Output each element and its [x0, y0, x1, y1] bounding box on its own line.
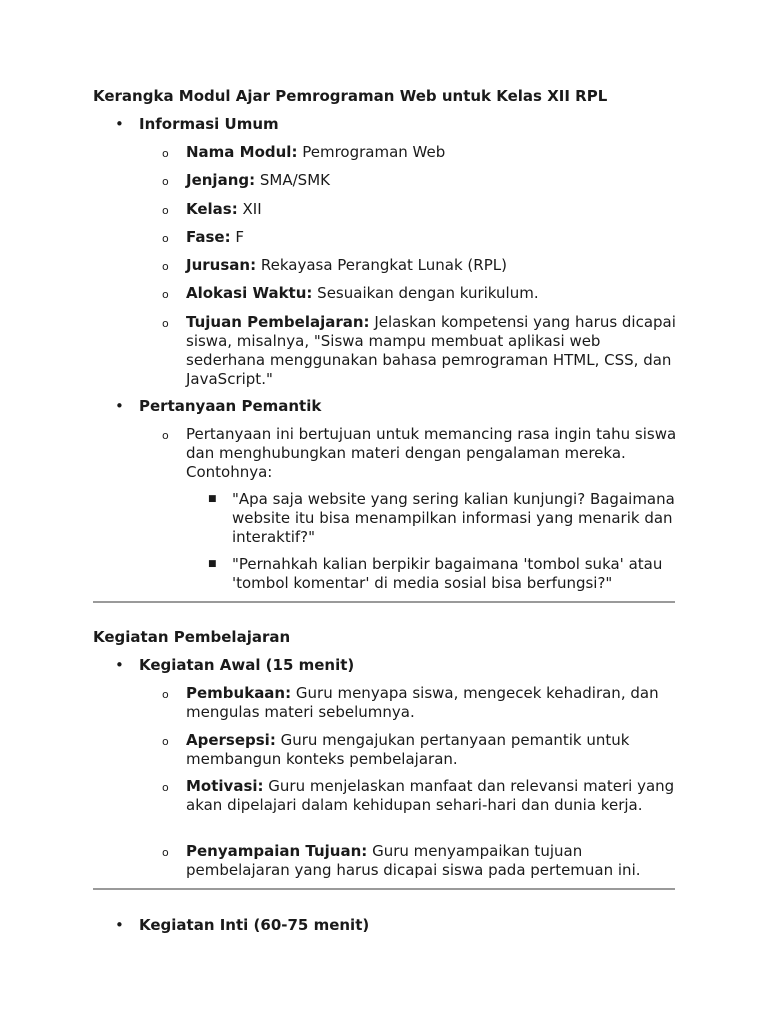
section-heading: Informasi Umum: [139, 115, 279, 133]
item-value: Guru menjelaskan manfaat dan relevansi materi yang akan dipelajari dalam kehidupan sehari-hari dan dunia kerja.: [186, 777, 675, 814]
square-bullet-icon: ■: [208, 494, 217, 504]
circle-bullet-icon: o: [162, 317, 169, 330]
item-value: Guru menyapa siswa, mengecek kehadiran, dan mengulas materi sebelumnya.: [186, 684, 659, 721]
item-label: Apersepsi:: [186, 731, 276, 749]
list-item: [162, 842, 678, 880]
circle-bullet-icon: o: [162, 175, 169, 188]
item-value: Guru menyampaikan tujuan pembelajaran yang harus dicapai siswa pada pertemuan ini.: [186, 842, 641, 879]
section-heading: Kegiatan Awal (15 menit): [139, 656, 355, 674]
section-kegiatan-awal: [115, 656, 355, 675]
section-heading: Pertanyaan Pemantik: [139, 397, 322, 415]
list-item: [162, 731, 678, 769]
circle-bullet-icon: o: [162, 846, 169, 859]
item-label: Pembukaan:: [186, 684, 292, 702]
list-item: [162, 313, 678, 389]
item-label: Motivasi:: [186, 777, 264, 795]
item-value: XII: [237, 200, 262, 218]
circle-bullet-icon: o: [162, 735, 169, 748]
item-label: Alokasi Waktu:: [186, 284, 313, 302]
item-value: Jelaskan kompetensi yang harus dicapai siswa, misalnya, "Siswa mampu membuat aplikasi web sederhana menggunakan bahasa pemrograman HTML, CSS, dan JavaScript.": [186, 313, 676, 388]
document-title: Kerangka Modul Ajar Pemrograman Web untuk Kelas XII RPL: [93, 87, 608, 105]
list-item: [208, 490, 678, 547]
item-label: Penyampaian Tujuan:: [186, 842, 368, 860]
list-item: [162, 143, 678, 162]
item-value: SMA/SMK: [255, 171, 330, 189]
list-item: [162, 171, 678, 190]
circle-bullet-icon: o: [162, 688, 169, 701]
item-label: Jurusan:: [186, 256, 257, 274]
item-value: Rekayasa Perangkat Lunak (RPL): [256, 256, 507, 274]
bullet-icon: •: [115, 397, 124, 415]
list-item: [208, 555, 678, 593]
circle-bullet-icon: o: [162, 781, 169, 794]
square-bullet-icon: ■: [208, 559, 217, 569]
list-item: [162, 284, 678, 303]
list-item: [162, 425, 678, 482]
list-item: [162, 684, 678, 722]
item-value: Sesuaikan dengan kurikulum.: [312, 284, 539, 302]
section-kegiatan-inti: [115, 916, 370, 935]
circle-bullet-icon: o: [162, 288, 169, 301]
item-value: Guru mengajukan pertanyaan pemantik untuk membangun konteks pembelajaran.: [186, 731, 630, 768]
item-label: Jenjang:: [186, 171, 256, 189]
circle-bullet-icon: o: [162, 429, 169, 442]
bullet-icon: •: [115, 916, 124, 934]
item-value: Pemrograman Web: [297, 143, 446, 161]
section-pertanyaan-pemantik: [115, 397, 322, 416]
item-text: "Apa saja website yang sering kalian kunjungi? Bagaimana website itu bisa menampilkan informasi yang menarik dan interaktif?": [232, 490, 675, 546]
section-informasi-umum: [115, 115, 279, 134]
bullet-icon: •: [115, 115, 124, 133]
circle-bullet-icon: o: [162, 260, 169, 273]
circle-bullet-icon: o: [162, 147, 169, 160]
item-value: F: [230, 228, 244, 246]
bullet-icon: •: [115, 656, 124, 674]
horizontal-divider: [93, 601, 675, 603]
circle-bullet-icon: o: [162, 204, 169, 217]
section-heading: Kegiatan Inti (60-75 menit): [139, 916, 370, 934]
item-label: Tujuan Pembelajaran:: [186, 313, 370, 331]
item-text: "Pernahkah kalian berpikir bagaimana 'tombol suka' atau 'tombol komentar' di media sosial bisa berfungsi?": [232, 555, 663, 592]
circle-bullet-icon: o: [162, 232, 169, 245]
list-item: [162, 777, 678, 815]
item-label: Kelas:: [186, 200, 238, 218]
item-text: Pertanyaan ini bertujuan untuk memancing rasa ingin tahu siswa dan menghubungkan materi dengan pengalaman mereka. Contohnya:: [186, 425, 677, 481]
horizontal-divider: [93, 888, 675, 890]
list-item: [162, 228, 678, 247]
list-item: [162, 200, 678, 219]
item-label: Nama Modul:: [186, 143, 298, 161]
item-label: Fase:: [186, 228, 231, 246]
list-item: [162, 256, 678, 275]
section-title: Kegiatan Pembelajaran: [93, 628, 291, 646]
